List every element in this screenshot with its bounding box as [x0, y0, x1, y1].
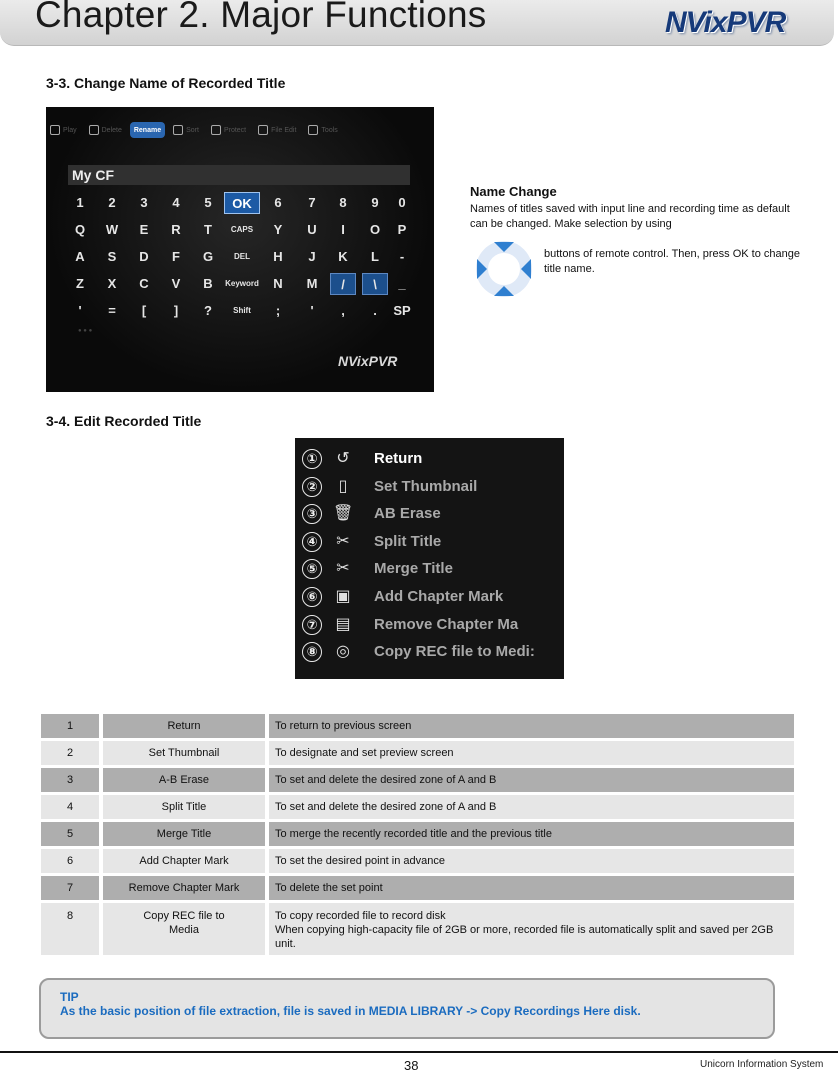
menu-item-label: Add Chapter Mark: [374, 588, 504, 605]
trash-icon: 🗑: [333, 505, 354, 523]
edit-icon: [258, 125, 268, 135]
keyboard-key[interactable]: T: [204, 222, 212, 237]
keyboard-key[interactable]: -: [399, 249, 405, 264]
trash-icon: [89, 125, 99, 135]
keyboard-key[interactable]: 1: [76, 195, 84, 210]
tip-text: As the basic position of file extraction, file is saved in MEDIA LIBRARY -> Copy Recordings Here disk.: [60, 1004, 641, 1018]
cell-text: To merge the recently recorded title and the previous title: [275, 828, 552, 840]
row-number: [41, 768, 99, 792]
split-icon: ✂: [336, 532, 350, 550]
keyboard-key[interactable]: ]: [173, 303, 179, 318]
keyboard-key[interactable]: L: [371, 249, 379, 264]
keyboard-key[interactable]: W: [105, 222, 119, 237]
menu-item-number: ④: [302, 532, 322, 552]
keyboard-key[interactable]: 8: [339, 195, 347, 210]
toolbar-rename[interactable]: Rename: [130, 122, 165, 138]
keyboard-row: [68, 219, 418, 245]
menu-item-label: Copy REC file to Medi:: [374, 643, 535, 661]
edit-menu-item[interactable]: [295, 585, 564, 611]
keyboard-key[interactable]: 3: [140, 195, 148, 210]
keyboard-key[interactable]: CAPS: [230, 225, 254, 234]
name-change-title: Name Change: [470, 184, 557, 199]
function-name: [99, 714, 265, 738]
keyboard-key[interactable]: ': [310, 303, 314, 318]
return-icon: ↺: [336, 450, 350, 467]
function-description: [265, 903, 794, 955]
cell-text: 1: [66, 720, 74, 732]
tools-icon: [308, 125, 318, 135]
keyboard-key[interactable]: [: [141, 303, 147, 318]
edit-menu-item[interactable]: [295, 475, 564, 501]
function-description: [265, 741, 794, 765]
cell-text: Add Chapter Mark: [139, 855, 229, 867]
keyboard-key[interactable]: DEL: [234, 252, 250, 261]
keyboard-key[interactable]: R: [171, 222, 181, 237]
chapter-remove-icon: ▤: [335, 615, 351, 633]
edit-menu-screenshot: [295, 438, 564, 679]
table-row: [41, 768, 794, 792]
chapter-title: Chapter 2. Major Functions: [35, 0, 487, 35]
keyboard-key[interactable]: U: [307, 222, 317, 237]
cell-text: 2: [66, 747, 74, 759]
row-number: [41, 903, 99, 955]
function-description: [265, 849, 794, 873]
rename-screenshot: [46, 107, 434, 392]
tip-title: TIP: [60, 990, 79, 1004]
play-icon: [50, 125, 60, 135]
row-number: [41, 876, 99, 900]
toolbar-sort[interactable]: Sort: [169, 122, 203, 138]
cell-text: 6: [66, 855, 74, 867]
cell-text: 7: [66, 882, 74, 894]
function-name: [99, 876, 265, 900]
menu-item-number: ①: [302, 449, 322, 469]
row-number: [41, 714, 99, 738]
cell-text: To return to previous screen: [275, 720, 412, 732]
keyboard-key[interactable]: 5: [204, 195, 212, 210]
cell-text: 3: [66, 774, 74, 786]
menu-item-number: ⑧: [302, 642, 322, 662]
menu-item-label: AB Erase: [374, 505, 441, 523]
keyboard-key[interactable]: 0: [398, 195, 406, 210]
function-name: [99, 903, 265, 955]
keyboard-key[interactable]: A: [75, 249, 85, 264]
table-row: [41, 849, 794, 873]
cell-text: 8: [66, 910, 74, 922]
keyboard-key[interactable]: 6: [274, 195, 282, 210]
menu-item-number: ②: [302, 477, 322, 497]
keyboard-key[interactable]: ': [78, 303, 82, 318]
table-row: [41, 822, 794, 846]
keyboard-key[interactable]: ?: [204, 303, 212, 318]
cell-text: Set Thumbnail: [148, 747, 220, 759]
table-row: [41, 876, 794, 900]
row-number: [41, 849, 99, 873]
cell-text: To set the desired point in advance: [275, 855, 446, 867]
menu-item-label: Split Title: [374, 532, 442, 550]
keyboard-row: [68, 273, 418, 299]
table-row: [41, 795, 794, 819]
menu-item-number: ⑦: [302, 615, 322, 635]
keyboard-key[interactable]: 4: [172, 195, 180, 210]
keyboard-key[interactable]: SP: [393, 303, 411, 318]
function-description: [265, 876, 794, 900]
remote-dpad-icon: [471, 236, 537, 302]
keyboard-key[interactable]: Keyword: [225, 279, 259, 288]
menu-item-label: Return: [374, 450, 423, 467]
keyboard-row: [68, 300, 418, 326]
keyboard-key[interactable]: I: [341, 222, 345, 237]
table-row: [41, 714, 794, 738]
cell-text: To delete the set point: [275, 882, 383, 894]
keyboard-key[interactable]: O: [369, 222, 381, 237]
function-name: [99, 822, 265, 846]
menu-item-label: Merge Title: [374, 560, 453, 578]
keyboard-key[interactable]: D: [139, 249, 149, 264]
keyboard-key[interactable]: ,: [341, 303, 345, 318]
sort-icon: [173, 125, 183, 135]
keyboard-key[interactable]: 9: [371, 195, 379, 210]
rename-toolbar: [46, 122, 434, 138]
keyboard-key[interactable]: C: [139, 276, 149, 291]
row-number: [41, 822, 99, 846]
edit-menu-item[interactable]: [295, 502, 564, 528]
menu-item-label: Set Thumbnail: [374, 477, 478, 495]
title-input[interactable]: My CF: [68, 165, 410, 185]
row-number: [41, 741, 99, 765]
keyboard-key[interactable]: B: [203, 276, 213, 291]
cell-text: Copy REC file to Media: [143, 910, 225, 936]
keyboard-key[interactable]: X: [107, 276, 117, 291]
screen-footer: ● ● ●: [78, 328, 93, 334]
keyboard-key[interactable]: M: [306, 276, 318, 291]
keyboard-key[interactable]: Y: [273, 222, 283, 237]
toolbar-play[interactable]: Play: [46, 122, 81, 138]
keyboard-key[interactable]: /: [330, 273, 356, 295]
toolbar-delete[interactable]: Delete: [85, 122, 126, 138]
cell-text: To designate and set preview screen: [275, 747, 454, 759]
merge-icon: ✂: [336, 560, 350, 578]
cell-text: 5: [66, 828, 74, 840]
edit-menu-item[interactable]: [295, 640, 564, 666]
book-icon: ▯: [338, 477, 348, 495]
toolbar-protect[interactable]: Protect: [207, 122, 250, 138]
table-row: [41, 903, 794, 955]
row-number: [41, 795, 99, 819]
keyboard-key[interactable]: K: [338, 249, 348, 264]
keyboard-key[interactable]: \: [362, 273, 388, 295]
toolbar-file-edit[interactable]: File Edit: [254, 122, 300, 138]
keyboard-key[interactable]: OK: [224, 192, 260, 214]
chapter-add-icon: ▣: [335, 588, 351, 605]
function-description: [265, 795, 794, 819]
cell-text: Return: [167, 720, 201, 732]
header-bar: [0, 0, 834, 46]
function-table: [41, 711, 794, 958]
keyboard-key[interactable]: _: [398, 276, 406, 291]
menu-item-number: ⑤: [302, 559, 322, 579]
keyboard-key[interactable]: Shift: [233, 306, 251, 315]
keyboard-key[interactable]: 7: [308, 195, 316, 210]
function-name: [99, 849, 265, 873]
keyboard-key[interactable]: Z: [76, 276, 84, 291]
name-change-text-2: buttons of remote control. Then, press OK to change title name.: [544, 248, 800, 275]
keyboard-key[interactable]: P: [397, 222, 407, 237]
keyboard-key[interactable]: N: [273, 276, 283, 291]
keyboard-key[interactable]: J: [308, 249, 316, 264]
function-name: [99, 768, 265, 792]
cell-text: Remove Chapter Mark: [128, 882, 240, 894]
keyboard-key[interactable]: ;: [275, 303, 281, 318]
footer-divider: [0, 1051, 838, 1053]
cell-text: A-B Erase: [158, 774, 210, 786]
keyboard-row: [68, 192, 418, 218]
section-heading-edit: 3-4. Edit Recorded Title: [46, 413, 202, 429]
menu-item-number: ⑥: [302, 587, 322, 607]
page-number: 38: [404, 1058, 419, 1073]
keyboard-key[interactable]: 2: [108, 195, 116, 210]
cell-text: Merge Title: [156, 828, 212, 840]
company-name: Unicorn Information System: [700, 1059, 824, 1070]
keyboard-key[interactable]: .: [373, 303, 377, 318]
edit-menu-item[interactable]: [295, 613, 564, 639]
brand-logo: NVixPVR: [665, 6, 786, 39]
pencil-icon: [211, 125, 221, 135]
edit-menu-item[interactable]: [295, 557, 564, 583]
table-row: [41, 741, 794, 765]
function-description: [265, 822, 794, 846]
cell-text: Split Title: [161, 801, 207, 813]
keyboard-key[interactable]: H: [273, 249, 283, 264]
cell-text: 4: [66, 801, 74, 813]
function-name: [99, 795, 265, 819]
cell-text: To set and delete the desired zone of A and B: [275, 801, 497, 813]
toolbar-tools[interactable]: Tools: [304, 122, 341, 138]
copy-icon: ◎: [336, 643, 350, 661]
keyboard-key[interactable]: =: [108, 303, 116, 318]
screen-logo: NVixPVR: [338, 353, 398, 369]
cell-text: To copy recorded file to record disk When copying high-capacity file of 2GB or more, recorded file is automatically split and saved per 2GB unit.: [275, 910, 774, 950]
edit-menu-item[interactable]: [295, 530, 564, 556]
keyboard-key[interactable]: V: [171, 276, 181, 291]
edit-menu-item[interactable]: [295, 447, 564, 473]
menu-item-number: ③: [302, 504, 322, 524]
function-description: [265, 714, 794, 738]
function-description: [265, 768, 794, 792]
keyboard-key[interactable]: G: [202, 249, 214, 264]
keyboard-key[interactable]: E: [139, 222, 149, 237]
keyboard-key[interactable]: F: [172, 249, 180, 264]
keyboard-key[interactable]: Q: [74, 222, 86, 237]
menu-item-label: Remove Chapter Ma: [374, 615, 519, 633]
section-heading-rename: 3-3. Change Name of Recorded Title: [46, 75, 286, 91]
keyboard-key[interactable]: S: [107, 249, 117, 264]
cell-text: To set and delete the desired zone of A and B: [275, 774, 497, 786]
function-name: [99, 741, 265, 765]
name-change-text: Names of titles saved with input line and recording time as default can be changed. Make selection by using: [470, 203, 790, 230]
keyboard-row: [68, 246, 418, 272]
